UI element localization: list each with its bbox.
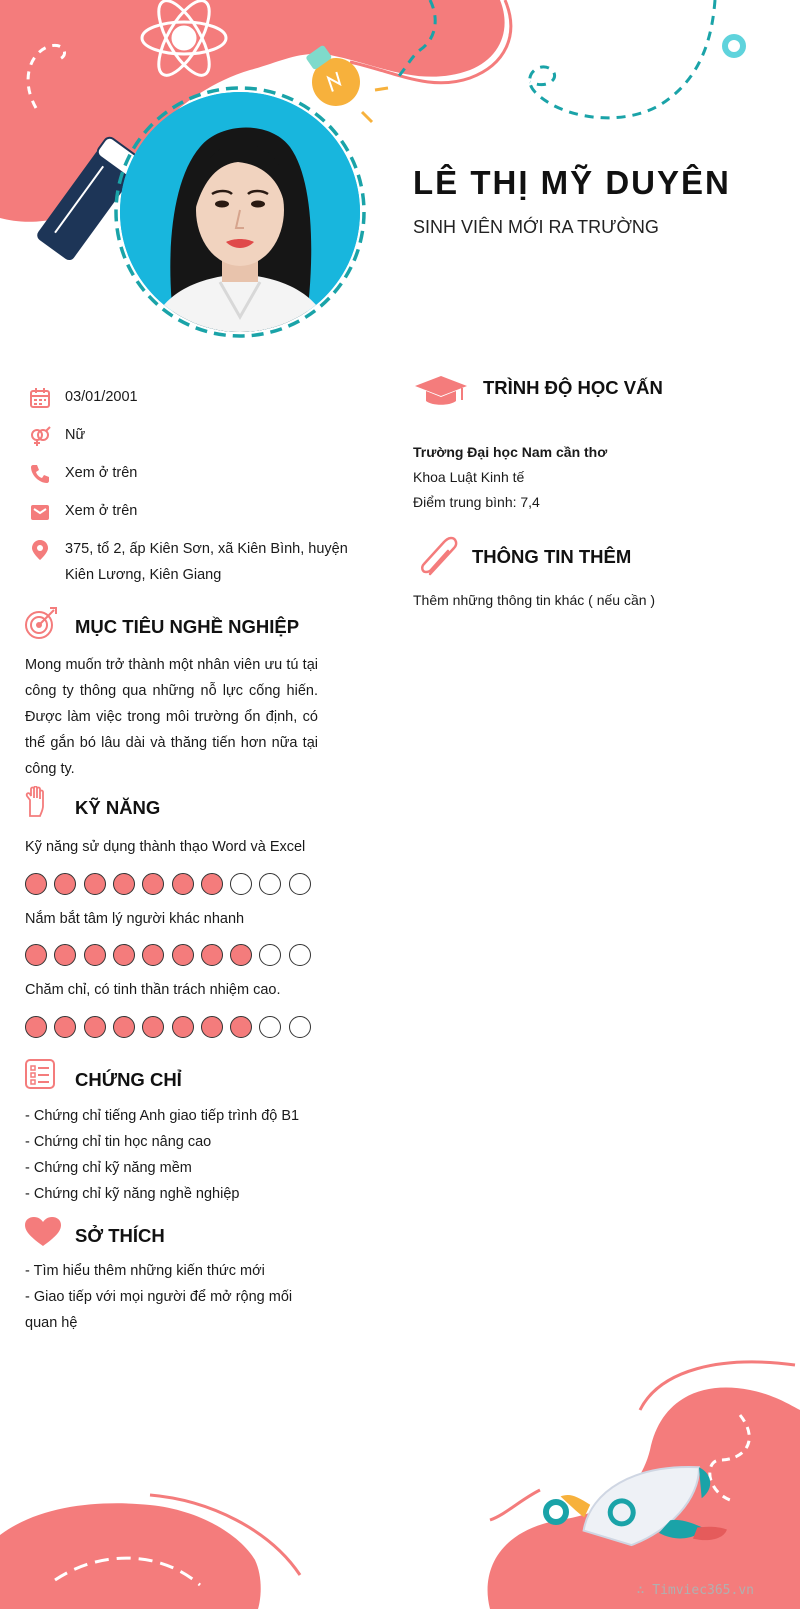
watermark: ∴ Timviec365.vn [636,1583,754,1598]
skills-title: KỸ NĂNG [75,797,161,818]
contact-birthdate [25,384,355,410]
rating-dot-filled [142,1016,164,1038]
hobbies-list [25,1258,325,1336]
certificate-item: - Chứng chỉ tin học nâng cao [25,1134,212,1150]
extra-text: Thêm những thông tin khác ( nếu cần ) [413,592,656,608]
rating-dot-filled [113,873,135,895]
heart-icon [24,1216,62,1248]
rating-dot-empty [289,1016,311,1038]
contact-phone-text: Xem ở trên [65,465,138,481]
rating-dot-filled [230,1016,252,1038]
rating-dot-filled [142,944,164,966]
contact-address-text: 375, tổ 2, ấp Kiên Sơn, xã Kiên Bình, huyện Kiên Lương, Kiên Giang [65,541,348,583]
rating-dot-empty [259,1016,281,1038]
rating-dot-empty [259,944,281,966]
rating-dot-filled [113,944,135,966]
certificates-list [25,1103,345,1207]
extra-title: THÔNG TIN THÊM [472,546,632,567]
rating-dot-filled [172,1016,194,1038]
rating-dot-filled [84,944,106,966]
skill-rating-3 [25,1016,318,1038]
rating-dot-filled [201,1016,223,1038]
education-school: Trường Đại học Nam cần thơ [413,444,608,460]
education-details [413,440,773,515]
rating-dot-empty [289,944,311,966]
education-faculty: Khoa Luật Kinh tế [413,469,525,485]
target-icon [24,606,58,640]
objective-text: Mong muốn trở thành một nhân viên ưu tú tại công ty thông qua những nỗ lực cống hiến. Được làm việc trong môi trường ổn định, có thể gắn bó lâu dài và thăng tiến hơn nữa tại công ty. [25,657,318,777]
rating-dot-filled [25,944,47,966]
rating-dot-filled [113,1016,135,1038]
rating-dot-empty [259,873,281,895]
contact-gender [25,422,355,448]
rating-dot-filled [201,873,223,895]
checklist-icon [24,1058,56,1090]
contact-phone [25,460,355,486]
education-gpa: Điểm trung bình: 7,4 [413,494,540,510]
contact-birthdate-text: 03/01/2001 [65,389,138,405]
rating-dot-filled [25,873,47,895]
certificate-item: - Chứng chỉ kỹ năng nghề nghiệp [25,1186,240,1202]
rating-dot-empty [230,873,252,895]
graduation-cap-icon [414,374,468,408]
certificate-item: - Chứng chỉ kỹ năng mềm [25,1160,192,1176]
rating-dot-empty [289,873,311,895]
rating-dot-filled [54,944,76,966]
skill-rating-2 [25,944,318,966]
phone-icon [29,463,51,485]
candidate-role: SINH VIÊN MỚI RA TRƯỜNG [413,217,659,237]
skill-label-2: Nắm bắt tâm lý người khác nhanh [25,911,245,927]
candidate-name: LÊ THỊ MỸ DUYÊN [413,164,731,201]
contact-email-text: Xem ở trên [65,503,138,519]
hobby-item: - Giao tiếp với mọi người để mở rộng mối quan hệ [25,1289,293,1331]
contact-email [25,498,355,524]
profile-photo-frame [112,84,368,340]
location-icon [29,539,51,561]
contact-gender-text: Nữ [65,427,86,443]
gender-icon [29,425,51,447]
certificates-title: CHỨNG CHỈ [75,1069,182,1090]
rating-dot-filled [84,1016,106,1038]
email-icon [29,501,51,523]
contact-list [25,384,355,600]
raised-hand-icon [24,786,50,818]
contact-address [25,536,355,588]
photo-dashed-ring [112,84,368,340]
hobbies-title: SỞ THÍCH [75,1225,165,1246]
certificate-item: - Chứng chỉ tiếng Anh giao tiếp trình độ B1 [25,1108,300,1124]
rating-dot-filled [54,1016,76,1038]
skill-rating-1 [25,873,318,895]
skill-label-1: Kỹ năng sử dụng thành thạo Word và Excel [25,839,306,855]
rating-dot-filled [230,944,252,966]
bottom-left-blob [0,1503,261,1609]
rating-dot-filled [25,1016,47,1038]
rating-dot-filled [172,873,194,895]
rating-dot-filled [54,873,76,895]
hobby-item: - Tìm hiểu thêm những kiến thức mới [25,1263,265,1279]
education-title: TRÌNH ĐỘ HỌC VẤN [483,377,663,398]
rating-dot-filled [142,873,164,895]
rating-dot-filled [201,944,223,966]
rating-dot-filled [172,944,194,966]
objective-title: MỤC TIÊU NGHỀ NGHIỆP [75,616,300,637]
paperclip-icon [416,536,460,578]
calendar-icon [29,387,51,409]
rating-dot-filled [84,873,106,895]
skill-label-3: Chăm chỉ, có tinh thần trách nhiệm cao. [25,982,281,998]
